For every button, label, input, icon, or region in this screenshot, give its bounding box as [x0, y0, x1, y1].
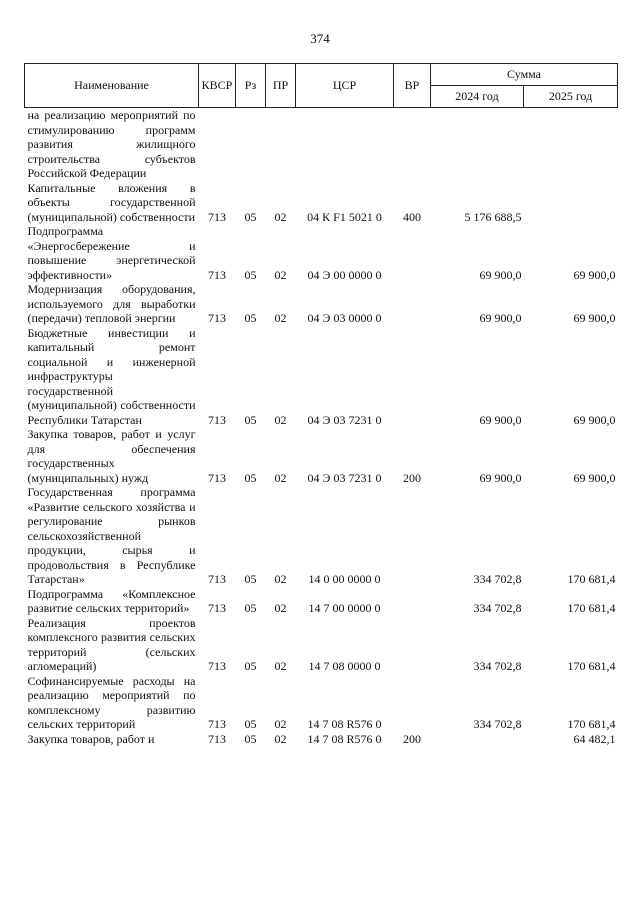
row-vr	[394, 674, 431, 732]
row-sum-2025: 69 900,0	[573, 470, 616, 485]
row-sum-2025: 170 681,4	[567, 717, 616, 731]
row-vr	[394, 282, 431, 326]
table-body	[25, 108, 618, 747]
row-name: Закупка товаров, работ и услуг для обеспечения государственных (муниципальных) нужд	[27, 427, 196, 485]
row-sum-2025: 64 482,1	[573, 731, 616, 746]
row-kvsr: 713	[208, 572, 226, 586]
row-vr	[394, 326, 431, 428]
row-rz: 05	[244, 311, 257, 325]
row-csr	[296, 108, 394, 181]
row-name: Модернизация оборудования, используемого для выработки (передачи) тепловой энергии	[27, 282, 196, 325]
row-name: Бюджетные инвестиции и капитальный ремонт социальной и инженерной инфраструктуры государственной (муниципальной) собственности Республики Татарстан	[27, 325, 196, 427]
row-sum-2024: 69 900,0	[479, 267, 522, 282]
row-name: Подпрограмма «Комплексное развитие сельских территорий»	[27, 586, 196, 615]
header-csr: ЦСР	[296, 64, 394, 108]
row-rz: 05	[244, 412, 257, 427]
row-pr: 02	[274, 731, 287, 746]
row-kvsr: 713	[208, 659, 226, 673]
row-sum-2024: 334 702,8	[473, 572, 522, 586]
row-kvsr: 713	[208, 717, 226, 731]
header-2024: 2024 год	[431, 86, 524, 108]
row-csr: 04 Э 03 7231 0	[307, 470, 382, 485]
header-name: Наименование	[25, 64, 199, 108]
row-sum-2024: 334 702,8	[473, 659, 522, 673]
row-csr: 14 7 00 0000 0	[308, 601, 381, 615]
row-vr	[394, 224, 431, 282]
row-pr: 02	[274, 311, 287, 325]
row-sum-2024: 69 900,0	[479, 470, 522, 485]
row-rz: 05	[244, 717, 257, 731]
row-pr: 02	[274, 601, 287, 615]
row-kvsr: 713	[208, 209, 226, 224]
table-row	[25, 224, 618, 282]
table-row	[25, 181, 618, 225]
row-sum-2025: 170 681,4	[567, 572, 616, 586]
row-sum-2024	[431, 108, 524, 181]
row-pr	[266, 108, 296, 181]
row-pr: 02	[274, 267, 287, 282]
row-rz: 05	[244, 601, 257, 615]
table-row	[25, 108, 618, 181]
header-sum: Сумма	[431, 64, 618, 86]
row-rz	[236, 108, 266, 181]
row-name: Государственная программа «Развитие сельского хозяйства и регулирование рынков сельскохозяйственной продукции, сырья и продовольствия в Республике Татарстан»	[27, 485, 196, 586]
row-csr: 14 0 00 0000 0	[308, 572, 381, 586]
row-rz: 05	[244, 209, 257, 224]
header-rz: Рз	[236, 64, 266, 108]
row-sum-2025: 170 681,4	[567, 601, 616, 615]
row-csr: 14 7 08 R576 0	[307, 731, 382, 746]
table-row	[25, 587, 618, 616]
budget-table	[24, 63, 618, 746]
row-vr: 200	[403, 470, 421, 485]
table-row	[25, 326, 618, 428]
row-vr: 200	[403, 731, 421, 746]
row-name: Капитальные вложения в объекты государственной (муниципальной) собственности	[27, 180, 196, 224]
row-pr: 02	[274, 470, 287, 485]
row-name: Подпрограмма «Энергосбережение и повышение энергетической эффективности»	[27, 224, 196, 282]
row-vr	[394, 587, 431, 616]
row-kvsr: 713	[208, 601, 226, 615]
row-csr: 04 Э 03 7231 0	[307, 412, 382, 427]
row-sum-2024: 5 176 688,5	[464, 209, 522, 224]
row-kvsr: 713	[208, 267, 226, 282]
table-row	[25, 616, 618, 674]
row-csr: 14 7 08 0000 0	[308, 659, 381, 673]
table-row	[25, 427, 618, 485]
row-rz: 05	[244, 267, 257, 282]
table-row	[25, 732, 618, 747]
row-csr: 04 Э 03 0000 0	[307, 311, 382, 325]
row-pr: 02	[274, 209, 287, 224]
header-vr: ВР	[394, 64, 431, 108]
row-kvsr: 713	[208, 311, 226, 325]
row-sum-2025: 69 900,0	[573, 412, 616, 427]
row-sum-2024: 334 702,8	[473, 601, 522, 615]
row-vr	[394, 108, 431, 181]
row-pr: 02	[274, 572, 287, 586]
row-rz: 05	[244, 470, 257, 485]
row-kvsr: 713	[208, 731, 226, 746]
row-pr: 02	[274, 717, 287, 731]
row-name: на реализацию мероприятий по стимулированию программ развития жилищного строительства субъектов Российской Федерации	[27, 108, 196, 180]
row-kvsr	[199, 108, 236, 181]
row-vr: 400	[403, 209, 421, 224]
row-sum-2025: 69 900,0	[573, 267, 616, 282]
header-kvsr: КВСР	[199, 64, 236, 108]
row-csr: 04 К F1 5021 0	[307, 209, 382, 224]
row-pr: 02	[274, 659, 287, 673]
row-rz: 05	[244, 572, 257, 586]
header-2025: 2025 год	[524, 86, 618, 108]
row-csr: 14 7 08 R576 0	[307, 717, 382, 731]
row-sum-2025: 69 900,0	[573, 311, 616, 325]
row-rz: 05	[244, 659, 257, 673]
row-vr	[394, 616, 431, 674]
table-row	[25, 674, 618, 732]
row-name: Реализация проектов комплексного развития сельских территорий (сельских агломераций)	[27, 615, 196, 673]
row-sum-2025	[524, 108, 618, 181]
page-number: 374	[310, 31, 330, 46]
row-vr	[394, 485, 431, 587]
table-row	[25, 485, 618, 587]
row-sum-2024: 334 702,8	[473, 717, 522, 731]
table-header	[25, 64, 618, 108]
row-name: Софинансируемые расходы на реализацию мероприятий по комплексному развитию сельских территорий	[27, 673, 196, 731]
row-sum-2024	[431, 732, 524, 747]
table-row	[25, 282, 618, 326]
row-sum-2024: 69 900,0	[479, 311, 522, 325]
row-kvsr: 713	[208, 412, 226, 427]
row-pr: 02	[274, 412, 287, 427]
row-name: Закупка товаров, работ и	[27, 731, 155, 746]
row-sum-2025	[524, 181, 618, 225]
row-sum-2025: 170 681,4	[567, 659, 616, 673]
row-kvsr: 713	[208, 470, 226, 485]
header-pr: ПР	[266, 64, 296, 108]
row-rz: 05	[244, 731, 257, 746]
row-sum-2024: 69 900,0	[479, 412, 522, 427]
row-csr: 04 Э 00 0000 0	[307, 267, 382, 282]
